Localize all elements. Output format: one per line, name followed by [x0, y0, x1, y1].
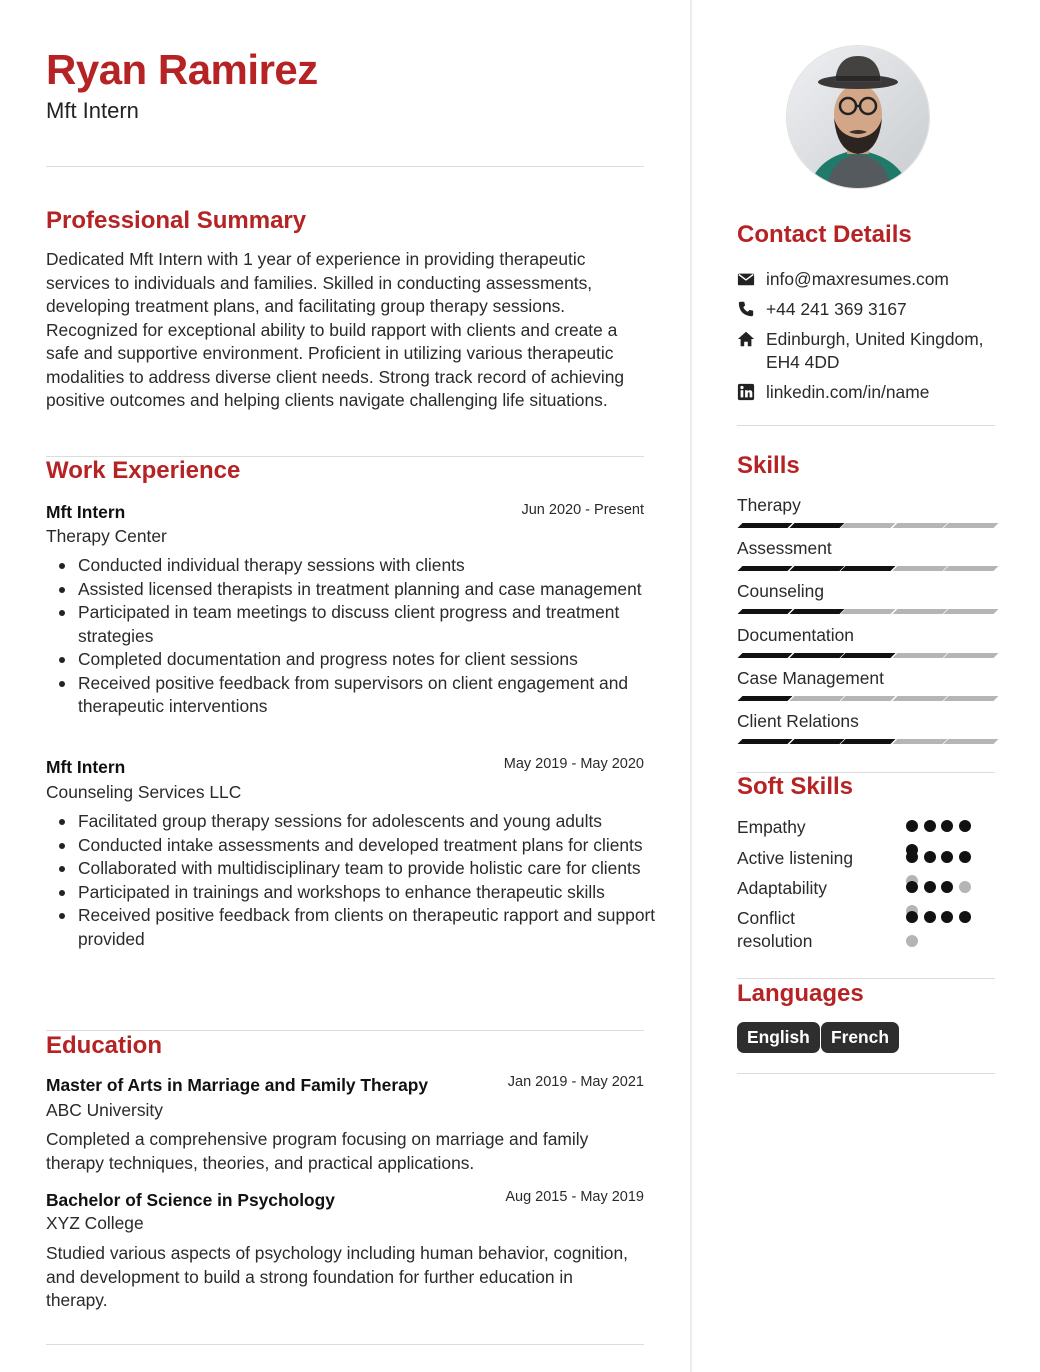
- skills-heading: Skills: [737, 452, 800, 479]
- education-desc: Studied various aspects of psychology including human behavior, cognition, and development to build a strong foundation for further education in therapy.: [46, 1243, 628, 1310]
- job-dates: May 2019 - May 2020: [503, 756, 644, 772]
- job-bullets: [46, 554, 668, 719]
- degree-title: Master of Arts in Marriage and Family Therapy: [46, 1075, 429, 1095]
- skill-level-bar: [738, 696, 793, 701]
- language-tag: English: [737, 1022, 820, 1053]
- soft-skill-dot: [959, 820, 971, 832]
- skill-level-bar: [789, 566, 844, 571]
- skill-level-bar: [841, 523, 896, 528]
- job-dates: Jun 2020 - Present: [521, 502, 644, 518]
- contact-heading: Contact Details: [737, 221, 912, 248]
- job-company: Counseling Services LLC: [46, 782, 242, 802]
- divider: [737, 1073, 995, 1074]
- list-item: Assisted licensed therapists in treatment planning and case management: [78, 578, 668, 602]
- job-bullets: [46, 810, 668, 951]
- skill-level-bar: [789, 739, 844, 744]
- summary-heading: Professional Summary: [46, 207, 307, 234]
- languages-heading: Languages: [737, 980, 864, 1007]
- soft-skill-dot: [906, 820, 918, 832]
- phone-text: +44 241 369 3167: [766, 299, 907, 319]
- school-name: XYZ College: [46, 1213, 144, 1233]
- candidate-name: Ryan Ramirez: [46, 46, 318, 93]
- skill-level-bar: [738, 609, 793, 614]
- list-item: Participated in trainings and workshops to enhance therapeutic skills: [78, 881, 668, 905]
- list-item: Received positive feedback from clients on therapeutic rapport and support provided: [78, 904, 668, 951]
- skill-level-bar: [841, 696, 896, 701]
- list-item: Facilitated group therapy sessions for adolescents and young adults: [78, 810, 668, 834]
- skill-level-bar: [892, 739, 947, 744]
- list-item: Completed documentation and progress notes for client sessions: [78, 648, 668, 672]
- job-title: Mft Intern: [46, 502, 126, 522]
- job-company: Therapy Center: [46, 526, 167, 546]
- skill-level-bar: [841, 739, 896, 744]
- list-item: Participated in team meetings to discuss client progress and treatment strategies: [78, 601, 668, 648]
- soft-skill-dot: [924, 881, 936, 893]
- skill-level-bar: [841, 566, 896, 571]
- skill-level-bar: [892, 609, 947, 614]
- education-desc: Completed a comprehensive program focusing on marriage and family therapy techniques, theories, and practical applications.: [46, 1129, 589, 1173]
- job-title: Mft Intern: [46, 757, 126, 777]
- skill-level-bar: [944, 653, 999, 658]
- language-tag: French: [821, 1022, 899, 1053]
- soft-skill-dot: [959, 911, 971, 923]
- list-item: Collaborated with multidisciplinary team to provide holistic care for clients: [78, 857, 668, 881]
- list-item: Conducted intake assessments and developed treatment plans for clients: [78, 834, 668, 858]
- education-dates: Jan 2019 - May 2021: [507, 1074, 644, 1090]
- summary-text: Dedicated Mft Intern with 1 year of experience in providing therapeutic services to individuals and families. Skilled in conducting assessments, developing treatment plans, and facilitating group therapy sessions. Recognized for exceptional ability to build rapport with clients and create a safe and supportive environment. Proficient in utilizing various therapeutic modalities to address diverse client needs. Strong track record of achieving positive outcomes and helping clients navigate challenging life situations.: [46, 249, 625, 410]
- divider: [46, 1344, 644, 1345]
- skill-level-bar: [944, 523, 999, 528]
- linkedin-text: linkedin.com/in/name: [766, 382, 930, 402]
- skill-label: Counseling: [737, 581, 825, 602]
- soft-skill-dot: [941, 911, 953, 923]
- email-text: info@maxresumes.com: [766, 269, 949, 289]
- avatar: [786, 45, 930, 189]
- soft-skill-dot: [941, 820, 953, 832]
- divider: [737, 978, 995, 979]
- phone-icon: [737, 300, 755, 318]
- skill-level-bar: [892, 653, 947, 658]
- skill-level-bar: [841, 609, 896, 614]
- school-name: ABC University: [46, 1100, 163, 1120]
- soft-skill-label: Empathy: [737, 817, 806, 837]
- skill-label: Therapy: [737, 495, 801, 515]
- education-heading: Education: [46, 1032, 163, 1059]
- home-icon: [737, 330, 755, 348]
- skill-level-bar: [789, 523, 844, 528]
- skill-level-bar: [738, 566, 793, 571]
- skill-level-bar: [841, 653, 896, 658]
- candidate-role: Mft Intern: [46, 98, 139, 123]
- soft-skill-label: Conflict resolution: [737, 908, 813, 951]
- skill-level-bar: [789, 609, 844, 614]
- degree-title: Bachelor of Science in Psychology: [46, 1190, 335, 1210]
- linkedin-icon: [737, 383, 755, 401]
- list-item: Received positive feedback from supervisors on client engagement and therapeutic interventions: [78, 672, 668, 719]
- skill-level-bar: [789, 653, 844, 658]
- soft-skill-dot: [906, 935, 918, 947]
- soft-skill-dot: [924, 851, 936, 863]
- soft-skill-dot: [941, 851, 953, 863]
- soft-skill-dot: [959, 881, 971, 893]
- skill-level-bar: [892, 696, 947, 701]
- divider: [46, 166, 644, 167]
- soft-skill-label: Active listening: [737, 848, 853, 868]
- education-dates: Aug 2015 - May 2019: [505, 1189, 644, 1205]
- skill-label: Assessment: [737, 538, 832, 559]
- divider: [46, 1030, 644, 1031]
- soft-skills-heading: Soft Skills: [737, 773, 854, 800]
- soft-skill-dot: [959, 851, 971, 863]
- list-item: Conducted individual therapy sessions with clients: [78, 554, 668, 578]
- skill-level-bar: [944, 739, 999, 744]
- soft-skill-dot: [906, 851, 918, 863]
- skill-level-bar: [738, 523, 793, 528]
- skill-label: Documentation: [737, 624, 854, 645]
- skill-level-bar: [789, 696, 844, 701]
- soft-skill-label: Adaptability: [737, 878, 827, 898]
- soft-skill-dot: [941, 881, 953, 893]
- envelope-icon: [737, 270, 755, 288]
- skill-level-bar: [944, 696, 999, 701]
- soft-skill-dot: [924, 911, 936, 923]
- skill-level-bar: [738, 739, 793, 744]
- column-divider: [690, 0, 692, 1372]
- address-text: Edinburgh, United Kingdom, EH4 4DD: [766, 329, 984, 372]
- skill-level-bar: [892, 523, 947, 528]
- skill-level-bar: [738, 653, 793, 658]
- skill-label: Case Management: [737, 667, 884, 688]
- experience-heading: Work Experience: [46, 457, 241, 484]
- soft-skill-dot: [924, 820, 936, 832]
- divider: [737, 425, 995, 426]
- soft-skill-dot: [906, 911, 918, 923]
- skill-level-bar: [944, 609, 999, 614]
- skill-level-bar: [892, 566, 947, 571]
- soft-skill-dot: [906, 881, 918, 893]
- skill-level-bar: [944, 566, 999, 571]
- skill-label: Client Relations: [737, 711, 859, 731]
